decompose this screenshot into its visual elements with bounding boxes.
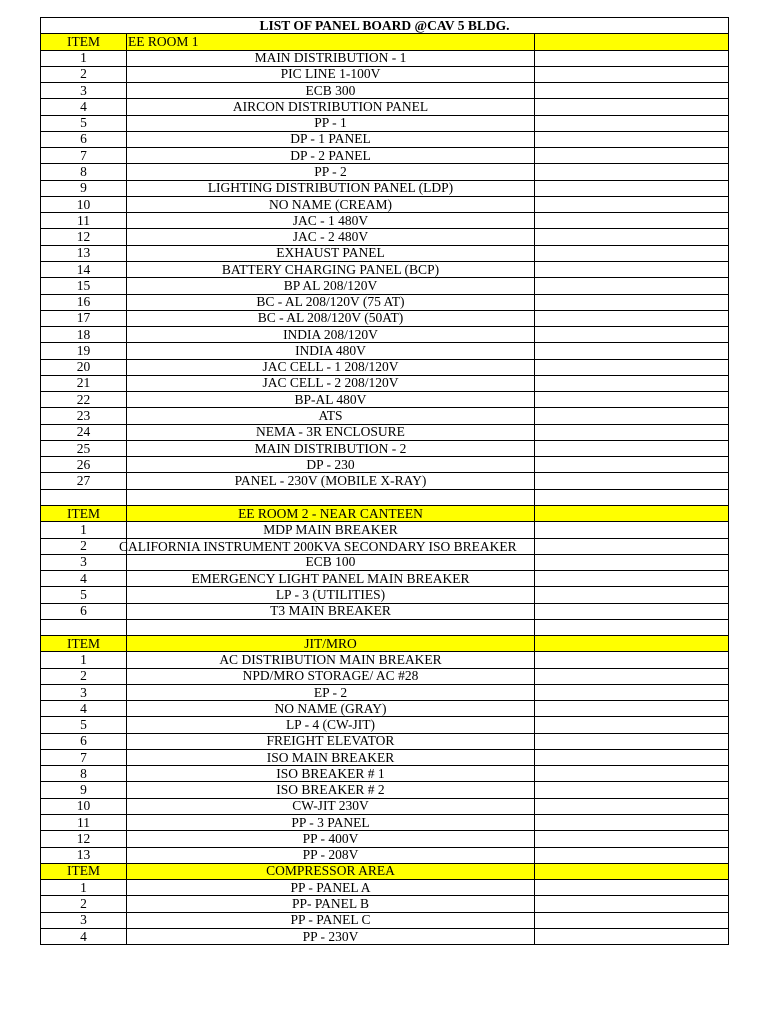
table-row <box>41 554 729 570</box>
item-name: DP - 230 <box>127 457 535 473</box>
item-number: 3 <box>41 684 127 700</box>
empty-cell <box>535 766 729 782</box>
item-column-header: ITEM <box>41 505 127 521</box>
item-number: 23 <box>41 408 127 424</box>
item-number: 2 <box>41 538 127 554</box>
item-name: ATS <box>127 408 535 424</box>
empty-cell <box>535 392 729 408</box>
item-name: CALIFORNIA INSTRUMENT 200KVA SECONDARY ISO BREAKER <box>119 538 517 554</box>
empty-cell <box>535 327 729 343</box>
item-name: PP - 208V <box>127 847 535 863</box>
empty-cell <box>535 180 729 196</box>
item-number: 8 <box>41 164 127 180</box>
table-row <box>41 164 729 180</box>
item-name: BC - AL 208/120V (50AT) <box>127 310 535 326</box>
item-number: 9 <box>41 180 127 196</box>
empty-cell <box>535 668 729 684</box>
table-row <box>41 473 729 489</box>
empty-cell <box>535 554 729 570</box>
table-row <box>41 847 729 863</box>
table-row <box>41 245 729 261</box>
item-number: 11 <box>41 213 127 229</box>
item-name: LIGHTING DISTRIBUTION PANEL (LDP) <box>127 180 535 196</box>
table-row <box>41 99 729 115</box>
table-row <box>41 587 729 603</box>
item-name: INDIA 480V <box>127 343 535 359</box>
item-number: 20 <box>41 359 127 375</box>
section-title: JIT/MRO <box>127 636 535 652</box>
table-row <box>41 392 729 408</box>
item-number: 13 <box>41 245 127 261</box>
table-row <box>41 912 729 928</box>
item-number: 12 <box>41 831 127 847</box>
empty-cell <box>535 131 729 147</box>
table-row <box>41 310 729 326</box>
item-number: 6 <box>41 733 127 749</box>
table-row <box>41 148 729 164</box>
item-name: EXHAUST PANEL <box>127 245 535 261</box>
table-row <box>41 278 729 294</box>
empty-cell <box>535 489 729 505</box>
empty-cell <box>535 717 729 733</box>
item-number: 22 <box>41 392 127 408</box>
item-number: 1 <box>41 50 127 66</box>
item-column-header: ITEM <box>41 863 127 879</box>
empty-cell <box>535 213 729 229</box>
item-name: PIC LINE 1-100V <box>127 66 535 82</box>
item-name: BATTERY CHARGING PANEL (BCP) <box>127 261 535 277</box>
table-row <box>41 831 729 847</box>
item-number: 1 <box>41 880 127 896</box>
item-number: 18 <box>41 327 127 343</box>
table-row <box>41 798 729 814</box>
empty-cell <box>535 652 729 668</box>
table-row <box>41 213 729 229</box>
item-name-cell <box>119 538 535 554</box>
item-name: PANEL - 230V (MOBILE X-RAY) <box>127 473 535 489</box>
empty-cell <box>535 50 729 66</box>
table-row <box>41 180 729 196</box>
section-title: EE ROOM 2 - NEAR CANTEEN <box>127 505 535 521</box>
table-row <box>41 749 729 765</box>
empty-cell <box>535 684 729 700</box>
empty-cell <box>535 34 729 50</box>
section-header-row <box>41 863 729 879</box>
empty-cell <box>41 489 127 505</box>
item-number: 14 <box>41 261 127 277</box>
table-row <box>41 115 729 131</box>
item-name: PP - 1 <box>127 115 535 131</box>
table-row <box>41 229 729 245</box>
empty-cell <box>535 636 729 652</box>
item-number: 3 <box>41 83 127 99</box>
empty-cell <box>535 148 729 164</box>
table-row <box>41 603 729 619</box>
empty-cell <box>127 489 535 505</box>
table-row <box>41 131 729 147</box>
item-name: MAIN DISTRIBUTION - 1 <box>127 50 535 66</box>
empty-cell <box>535 83 729 99</box>
table-row <box>41 66 729 82</box>
table-row <box>41 440 729 456</box>
table-row <box>41 896 729 912</box>
item-name: CW-JIT 230V <box>127 798 535 814</box>
empty-cell <box>535 880 729 896</box>
empty-cell <box>535 505 729 521</box>
section-header-row <box>41 636 729 652</box>
item-number: 24 <box>41 424 127 440</box>
item-number: 6 <box>41 603 127 619</box>
item-number: 25 <box>41 440 127 456</box>
item-number: 16 <box>41 294 127 310</box>
table-row <box>41 327 729 343</box>
item-number: 4 <box>41 701 127 717</box>
empty-cell <box>535 196 729 212</box>
item-number: 4 <box>41 99 127 115</box>
item-number: 12 <box>41 229 127 245</box>
table-row <box>41 375 729 391</box>
table-row <box>41 424 729 440</box>
blank-row <box>41 619 729 635</box>
table-row <box>41 50 729 66</box>
item-name: ECB 100 <box>127 554 535 570</box>
empty-cell <box>535 782 729 798</box>
item-name: T3 MAIN BREAKER <box>127 603 535 619</box>
section-header-row <box>41 34 729 50</box>
empty-cell <box>535 538 729 554</box>
empty-cell <box>535 749 729 765</box>
item-name: ISO MAIN BREAKER <box>127 749 535 765</box>
empty-cell <box>535 896 729 912</box>
table-row <box>41 83 729 99</box>
panel-board-table <box>40 17 729 945</box>
item-name: NPD/MRO STORAGE/ AC #28 <box>127 668 535 684</box>
table-body <box>41 18 729 945</box>
item-number: 2 <box>41 896 127 912</box>
item-number: 2 <box>41 668 127 684</box>
sheet-title: LIST OF PANEL BOARD @CAV 5 BLDG. <box>41 18 729 34</box>
table-row <box>41 408 729 424</box>
item-name: BP AL 208/120V <box>127 278 535 294</box>
empty-cell <box>535 229 729 245</box>
empty-cell <box>535 847 729 863</box>
table-row <box>41 733 729 749</box>
item-number: 11 <box>41 815 127 831</box>
item-number: 26 <box>41 457 127 473</box>
empty-cell <box>535 733 729 749</box>
empty-cell <box>535 245 729 261</box>
table-row <box>41 668 729 684</box>
table-row <box>41 928 729 944</box>
item-name: AC DISTRIBUTION MAIN BREAKER <box>127 652 535 668</box>
item-name: MAIN DISTRIBUTION - 2 <box>127 440 535 456</box>
table-row <box>41 571 729 587</box>
empty-cell <box>535 863 729 879</box>
empty-cell <box>535 66 729 82</box>
item-number: 1 <box>41 522 127 538</box>
item-number: 10 <box>41 196 127 212</box>
table-row <box>41 538 729 554</box>
item-name: JAC CELL - 2 208/120V <box>127 375 535 391</box>
empty-cell <box>535 603 729 619</box>
item-number: 7 <box>41 749 127 765</box>
item-number: 13 <box>41 847 127 863</box>
item-name: EP - 2 <box>127 684 535 700</box>
empty-cell <box>535 701 729 717</box>
item-column-header: ITEM <box>41 34 127 50</box>
item-name: INDIA 208/120V <box>127 327 535 343</box>
item-name: PP- PANEL B <box>127 896 535 912</box>
title-row <box>41 18 729 34</box>
item-number: 15 <box>41 278 127 294</box>
empty-cell <box>535 831 729 847</box>
empty-cell <box>535 310 729 326</box>
item-name: NO NAME (GRAY) <box>127 701 535 717</box>
item-name: FREIGHT ELEVATOR <box>127 733 535 749</box>
item-name: MDP MAIN BREAKER <box>127 522 535 538</box>
item-name: BC - AL 208/120V (75 AT) <box>127 294 535 310</box>
item-name: NEMA - 3R ENCLOSURE <box>127 424 535 440</box>
item-name: DP - 1 PANEL <box>127 131 535 147</box>
item-name: DP - 2 PANEL <box>127 148 535 164</box>
item-number: 21 <box>41 375 127 391</box>
table-row <box>41 652 729 668</box>
table-row <box>41 294 729 310</box>
empty-cell <box>127 619 535 635</box>
table-row <box>41 457 729 473</box>
empty-cell <box>535 278 729 294</box>
item-number: 27 <box>41 473 127 489</box>
item-number: 10 <box>41 798 127 814</box>
item-name: JAC - 2 480V <box>127 229 535 245</box>
empty-cell <box>535 164 729 180</box>
empty-cell <box>41 619 127 635</box>
item-name: NO NAME (CREAM) <box>127 196 535 212</box>
table-row <box>41 522 729 538</box>
table-row <box>41 261 729 277</box>
empty-cell <box>535 408 729 424</box>
item-number: 1 <box>41 652 127 668</box>
item-number: 6 <box>41 131 127 147</box>
item-name: AIRCON DISTRIBUTION PANEL <box>127 99 535 115</box>
empty-cell <box>535 261 729 277</box>
empty-cell <box>535 424 729 440</box>
empty-cell <box>535 359 729 375</box>
empty-cell <box>535 815 729 831</box>
empty-cell <box>535 522 729 538</box>
item-column-header: ITEM <box>41 636 127 652</box>
item-number: 4 <box>41 571 127 587</box>
item-number: 9 <box>41 782 127 798</box>
section-header-row <box>41 505 729 521</box>
item-number: 5 <box>41 717 127 733</box>
empty-cell <box>535 798 729 814</box>
table-row <box>41 701 729 717</box>
empty-cell <box>535 99 729 115</box>
empty-cell <box>535 912 729 928</box>
empty-cell <box>535 343 729 359</box>
empty-cell <box>535 473 729 489</box>
item-name: JAC CELL - 1 208/120V <box>127 359 535 375</box>
item-number: 8 <box>41 766 127 782</box>
table-row <box>41 880 729 896</box>
item-number: 5 <box>41 587 127 603</box>
item-number: 2 <box>41 66 127 82</box>
item-name: PP - 2 <box>127 164 535 180</box>
item-number: 3 <box>41 912 127 928</box>
table-row <box>41 815 729 831</box>
table-row <box>41 343 729 359</box>
item-name: LP - 3 (UTILITIES) <box>127 587 535 603</box>
item-number: 17 <box>41 310 127 326</box>
table-row <box>41 196 729 212</box>
item-number: 5 <box>41 115 127 131</box>
item-name: LP - 4 (CW-JIT) <box>127 717 535 733</box>
empty-cell <box>535 587 729 603</box>
table-row <box>41 782 729 798</box>
table-row <box>41 717 729 733</box>
item-number: 4 <box>41 928 127 944</box>
item-name: BP-AL 480V <box>127 392 535 408</box>
empty-cell <box>535 294 729 310</box>
empty-cell <box>535 457 729 473</box>
item-number: 7 <box>41 148 127 164</box>
section-title: EE ROOM 1 <box>127 34 535 50</box>
empty-cell <box>535 115 729 131</box>
table-row <box>41 684 729 700</box>
item-number: 3 <box>41 554 127 570</box>
item-name: PP - 400V <box>127 831 535 847</box>
item-number: 19 <box>41 343 127 359</box>
item-name: PP - PANEL A <box>127 880 535 896</box>
item-name: ISO BREAKER # 1 <box>127 766 535 782</box>
empty-cell <box>535 619 729 635</box>
item-name: JAC - 1 480V <box>127 213 535 229</box>
empty-cell <box>535 375 729 391</box>
table-row <box>41 359 729 375</box>
item-name: PP - PANEL C <box>127 912 535 928</box>
item-name: PP - 3 PANEL <box>127 815 535 831</box>
blank-row <box>41 489 729 505</box>
item-name: ISO BREAKER # 2 <box>127 782 535 798</box>
item-name: EMERGENCY LIGHT PANEL MAIN BREAKER <box>127 571 535 587</box>
table-row <box>41 766 729 782</box>
empty-cell <box>535 928 729 944</box>
empty-cell <box>535 440 729 456</box>
section-title: COMPRESSOR AREA <box>127 863 535 879</box>
empty-cell <box>535 571 729 587</box>
item-name: ECB 300 <box>127 83 535 99</box>
item-name: PP - 230V <box>127 928 535 944</box>
